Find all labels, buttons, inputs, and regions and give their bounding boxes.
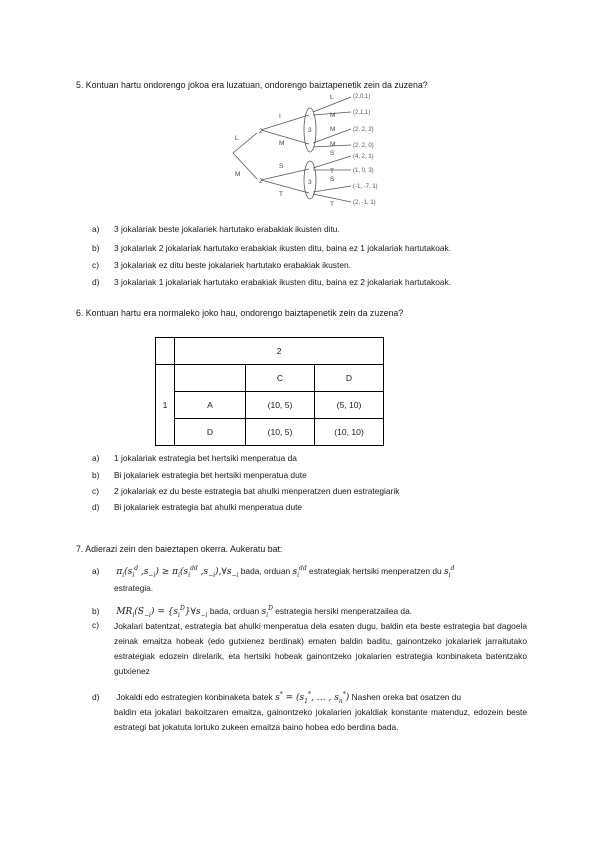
payoff: (-1, -7, 1): [353, 184, 378, 190]
option-text: bada, orduan: [209, 606, 260, 616]
formula-strategy: $s_i^D$: [261, 605, 273, 619]
column-player-label: 2: [175, 338, 384, 365]
option-text: 3 jokalariak beste jokalariek hartutako erabakiak ikusten ditu.: [114, 224, 340, 234]
payoff: (2,1,1): [353, 110, 371, 116]
action-label: T: [330, 201, 334, 208]
payoff-cell: (5, 10): [315, 392, 384, 419]
q6-title: 6. Kontuan hartu era normaleko joko hau, ondorengo baiztapenetik zein da zuzena?: [76, 308, 404, 318]
option-letter: a): [92, 566, 100, 576]
formula-nash-profile: $s^* = (s_1^*$, … , $s_n^*$): [275, 691, 350, 705]
payoff: (2, -1, 1): [353, 200, 376, 206]
q7-option-d-cont: baldin eta jokalari bakoitzaren emaitza, gainontzeko jokalarien jokaldiak konstante matenduz, edozein beste estrategi bat jokatuta lortuko zukeen emaitza baino hobea edo berdina bada.: [114, 707, 527, 732]
tree-edge: [261, 169, 309, 180]
action-label: M: [235, 171, 241, 178]
formula-strategy: $s_i^{dd}$: [292, 565, 307, 579]
q6-option-c[interactable]: [92, 486, 399, 496]
q5-title: 5. Kontuan hartu ondorengo jokoa era luzatuan, ondorengo baiztapenetik zein da zuzena?: [76, 80, 428, 90]
tree-edge: [261, 180, 309, 193]
q7-option-c-text: Jokalari batentzat, estrategia bat ahulki menperatua dela esaten dugu, baldin eta beste estrategia bat dagoela zeinak emaitza hobeak (edo gutxienez berdinak) ematen baldin baditu, gainontzeko jokalariek jarraitutako estrategiak edozein direlarik, eta hertsiki hobeak gainontzeko jokalarien estrategia konbinaketa batentzako gutxienez: [114, 621, 527, 676]
payoff-cell: (10, 10): [315, 419, 384, 446]
q6-option-d[interactable]: [92, 502, 302, 512]
payoff: (2, 2, 2): [353, 127, 374, 133]
q5-option-b[interactable]: [92, 243, 451, 253]
col-strategy-header: D: [315, 365, 384, 392]
tree-edge: [313, 186, 351, 192]
payoff: (1, 0, 3): [353, 168, 374, 174]
option-letter: c): [92, 486, 99, 496]
row-strategy-header: D: [175, 419, 246, 446]
option-text: 3 jokalariak 2 jokalariak hartutako erabakiak ikusten ditu, baina ez 1 jokalariak hartutakoak.: [114, 243, 452, 253]
q6-option-a[interactable]: [92, 453, 297, 463]
q7-option-c-letter[interactable]: c): [92, 620, 99, 630]
tree-edge: [261, 115, 309, 130]
option-letter: d): [92, 502, 100, 512]
row-player-label: 1: [156, 365, 175, 446]
q7-option-a[interactable]: [92, 561, 532, 583]
action-label: I: [279, 113, 281, 120]
tree-edge: [261, 130, 309, 144]
game-tree-diagram: [225, 90, 385, 215]
node-player-3-lower: 3: [308, 179, 312, 186]
option-letter: a): [92, 453, 100, 463]
option-letter: c): [92, 260, 99, 270]
option-text: Nashen oreka bat osatzen du: [351, 692, 462, 702]
action-label: L: [330, 94, 334, 101]
action-label: M: [330, 141, 336, 148]
action-label: T: [330, 168, 334, 175]
option-letter: a): [92, 224, 100, 234]
option-text: estrategia hersiki menperatzailea da.: [275, 606, 413, 616]
option-text: 1 jokalariak estrategia bet hertsiki menperatua da: [114, 453, 297, 463]
option-text: bada, orduan: [240, 566, 291, 576]
option-text: Jokaldi edo estrategien konbinaketa batek: [116, 692, 273, 702]
action-label: M: [330, 112, 336, 119]
payoff: (4, 2, 1): [353, 154, 374, 160]
normal-form-table: [155, 337, 384, 446]
col-strategy-header: C: [246, 365, 315, 392]
node-player-2-upper: 2: [259, 128, 263, 135]
action-label: T: [279, 191, 283, 198]
q5-option-c[interactable]: [92, 260, 351, 270]
option-letter: b): [92, 470, 100, 480]
node-player-3-upper: 3: [308, 127, 312, 134]
option-letter: d): [92, 277, 100, 287]
row-strategy-header: A: [175, 392, 246, 419]
tree-edge: [313, 156, 351, 168]
formula-best-response: $MR_i(S_{-i})$ = $\{s_i^D\}\forall s_{-i}$: [116, 605, 208, 619]
payoff: (2, 2, 0): [353, 143, 374, 149]
option-text: Bi jokalariek estrategia bet hertsiki menperatua dute: [114, 470, 307, 480]
option-letter: b): [92, 606, 100, 616]
table-corner: [156, 338, 175, 365]
node-player-2-lower: 2: [259, 178, 263, 185]
option-text: 3 jokalariak 1 jokalariak hartutako erabakiak ikusten ditu, baina ez 2 jokalariak hartutakoak.: [114, 277, 452, 287]
payoff-cell: (10, 5): [246, 419, 315, 446]
formula-strategy: $s_i^d$: [444, 565, 455, 579]
action-label: S: [330, 176, 335, 183]
action-label: L: [235, 135, 239, 142]
option-text: 2 jokalariak ez du beste estrategia bat ahulki menperatzen duen estrategiarik: [114, 486, 400, 496]
option-text: 3 jokalariak ez ditu beste jokalariek hartutako erabakiak ikusten.: [114, 260, 351, 270]
action-label: S: [330, 150, 335, 157]
action-label: M: [279, 140, 285, 147]
formula-dominance: $\pi_i(s_i^d$ $,s_{-i}) \ge \pi_i(s_i^{dd}$ $,s_{-i}),\forall s_{-i}$: [116, 565, 239, 579]
q7-option-a-cont: estrategia.: [114, 583, 154, 593]
option-letter: b): [92, 243, 100, 253]
q6-option-b[interactable]: [92, 470, 307, 480]
option-text: Bi jokalariek estrategia bat ahulki menperatua dute: [114, 502, 303, 512]
table-empty-cell: [175, 365, 246, 392]
q5-option-a[interactable]: [92, 224, 340, 234]
option-letter: d): [92, 692, 100, 702]
payoff-cell: (10, 5): [246, 392, 315, 419]
payoff: (2,0,1): [353, 94, 371, 100]
q5-option-d[interactable]: [92, 277, 451, 287]
action-label: M: [330, 126, 336, 133]
option-text: estrategiak hertsiki menperatzen du: [309, 566, 442, 576]
q7-title: 7. Adierazi zein den baieztapen okerra. Aukeratu bat:: [76, 544, 283, 554]
action-label: S: [279, 163, 284, 170]
